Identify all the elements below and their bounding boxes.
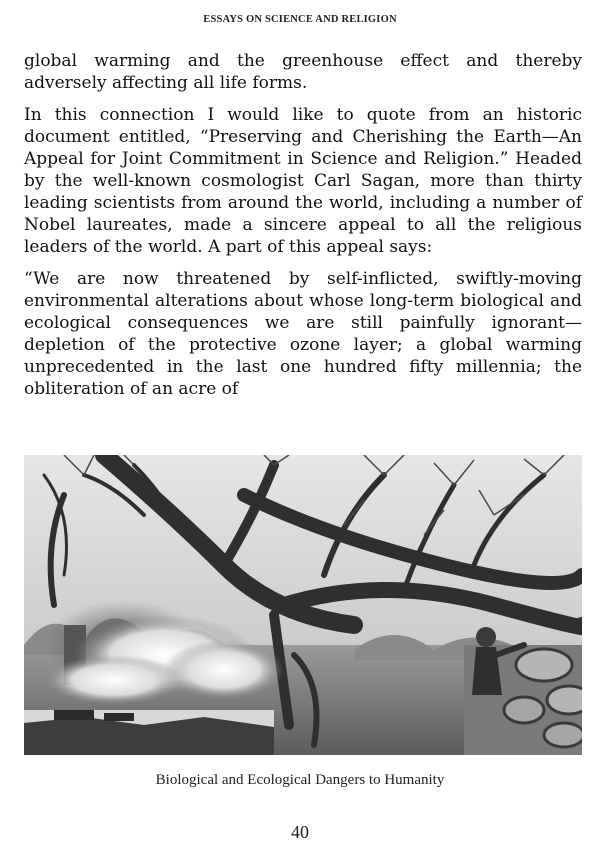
- paragraph-continuation: global warming and the greenhouse effect and thereby adversely affecting all life forms.: [24, 51, 582, 93]
- figure-caption: Biological and Ecological Dangers to Humanity: [155, 772, 445, 788]
- page-number: 40: [291, 822, 309, 842]
- body-text: [24, 50, 582, 400]
- figure-collage-photo: [24, 455, 582, 755]
- paragraph-quote-intro: In this connection I would like to quote from an historic document entitled, “Preserving and Cherishing the Earth—An Appeal for Joint Commitment in Science and Religion.” Headed by the well-known cosmologist Carl Sagan, more than thirty leading scientists from around the world, including a number of Nobel laureates, made a sincere appeal to all the religious leaders of the world. A part of this appeal says:: [24, 105, 582, 257]
- shoreline-pollution: [24, 710, 274, 755]
- running-head: ESSAYS ON SCIENCE AND RELIGION: [203, 14, 397, 25]
- paragraph-appeal-quote: “We are now threatened by self-inflicted, swiftly-moving environmental alterations about whose long-term biological and ecological consequences we are still painfully ignorant—depletion of the protective ozone layer; a global warming unprecedented in the last one hundred fifty millennia; the obliteration of an acre of: [24, 269, 582, 399]
- logging-worker: [464, 627, 582, 755]
